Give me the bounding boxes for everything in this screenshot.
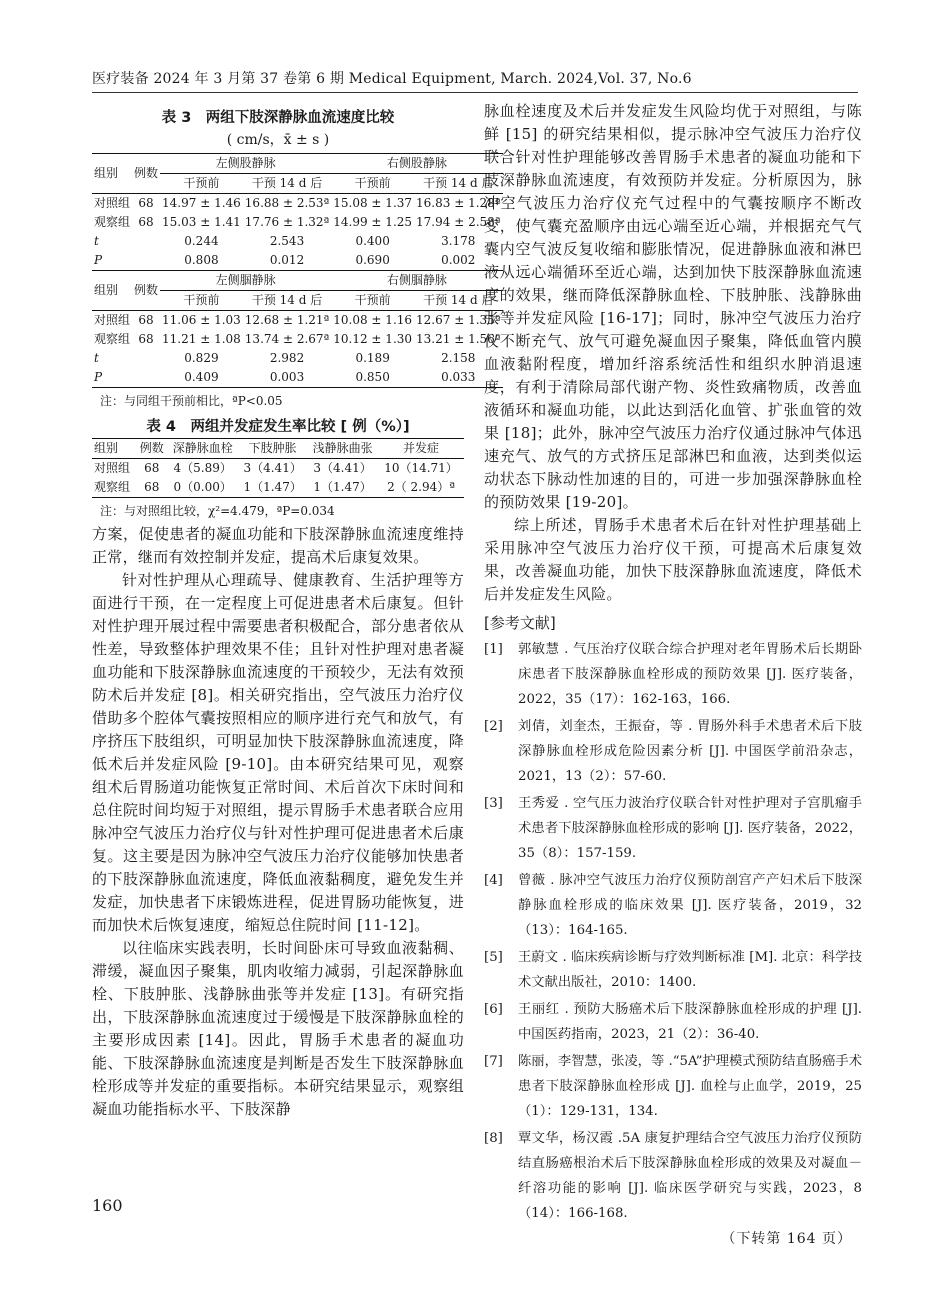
table3-unit: ( cm/s，x̄ ± s ) [226, 132, 330, 148]
table-cell: 0.829 [184, 351, 219, 365]
column-header: 浅静脉曲张 [307, 439, 378, 459]
reference-number: [7] [484, 1054, 503, 1069]
table-cell: 13.21 ± 1.56ª [416, 332, 501, 346]
table-row [92, 232, 503, 251]
table-cell: 2.982 [269, 351, 305, 365]
left-paragraph-3: 以往临床实践表明，长时间卧床可导致血液黏稠、滞缓，凝血因子聚集，肌肉收缩力减弱，引起深静脉血栓、下肢肿胀、浅静脉曲张等并发症 [13]。有研究指出，下肢深静脉血流速度过于缓慢是下肢深静脉血栓的主要形成因素 [14]。因此，胃肠手术患者的凝血功能、下肢深静脉血流速度是判断是否发生下肢深静脉血栓形成等并发症的重要指标。本研究结果显示，观察组凝血功能指标水平、下肢深静 [92, 939, 464, 1118]
table3-header-row [92, 154, 503, 174]
table-cell: 14.99 ± 1.25 [333, 215, 413, 229]
header-rule [92, 92, 858, 93]
references-heading: [参考文献] [484, 614, 556, 632]
column-group-header: 左侧腘静脉 [160, 271, 331, 291]
table-cell: 3（4.41） [243, 461, 302, 475]
table-cell: 3（4.41） [313, 461, 372, 475]
table-cell: 对照组 [92, 194, 132, 214]
table-cell: 对照组 [92, 311, 132, 331]
table-cell: P [92, 368, 132, 388]
column-header: 深静脉血栓 [167, 439, 238, 459]
column-group-header: 左侧股静脉 [160, 154, 331, 174]
table-cell: 16.88 ± 2.53ª [243, 194, 331, 214]
table-row [92, 478, 464, 498]
table-cell [132, 251, 160, 271]
left-paragraph-2: 针对性护理从心理疏导、健康教育、生活护理等方面进行干预，在一定程度上可促进患者术后康复。但针对性护理开展过程中需要患者积极配合，部分患者依从性差，导致整体护理效果不佳；且针对性护理对患者凝血功能和下肢深静脉血流速度的干预较少，无法有效预防术后并发症 [8]。相关研究指出，空气波压力治疗仪借助多个腔体气囊按照相应的顺序进行充气和放气，有序挤压下肢组织，可明显加快下肢深静脉血流速度，降低术后并发症风险 [9-10]。由本研究结果可见，观察组术后胃肠道功能恢复正常时间、术后首次下床时间和总住院时间均短于对照组，提示胃肠手术患者联合应用脉冲空气波压力治疗仪与针对性护理可促进患者术后康复。这主要是因为脉冲空气波压力治疗仪能够加快患者的下肢深静脉血流速度，降低血液黏稠度，避免发生并发症，加快患者下床锻炼进程，促进胃肠功能恢复，进而加快术后恢复速度，缩短总住院时间 [11-12]。 [92, 571, 464, 934]
right-paragraph-1: 脉血栓速度及术后并发症发生风险均优于对照组，与陈鲜 [15] 的研究结果相似，提示脉冲空气波压力治疗仪联合针对性护理能够改善胃肠手术患者的凝血功能和下肢深静脉血流速度，有效预防并发症。分析原因为，脉冲空气波压力治疗仪充气过程中的气囊按顺序不断改变，使气囊充盈顺序由远心端至近心端，并根据充气气囊内空气波反复收缩和膨胀情况，促进静脉血液和淋巴液从远心端循环至近心端，达到加快下肢深静脉血流速度的效果，继而降低深静脉血栓、下肢肿胀、浅静脉曲张等并发症风险 [16-17]；同时，脉冲空气波压力治疗仪不断充气、放气可避免凝血因子聚集，降低血管内膜血液黏附程度，增加纤溶系统活性和组织水肿消退速度，有利于清除局部代谢产物、炎性致痛物质，改善血液循环和凝血功能，以此达到活化血管、扩张血管的效果 [18]；此外，脉冲空气波压力治疗仪通过脉冲气体迅速充气、放气的方式挤压足部淋巴和血液，达到类似运动状态下脉动性加速的目的，可进一步加强深静脉血栓的预防效果 [19-20]。 [484, 102, 862, 511]
table-cell: 14.97 ± 1.46 [160, 194, 243, 214]
table-cell: 1（1.47） [238, 478, 307, 498]
table-cell: 12.67 ± 1.35ª [414, 311, 502, 331]
left-paragraph-1: 方案，促使患者的凝血功能和下肢深静脉血流速度维持正常，继而有效控制并发症，提高术后康复效果。 [92, 525, 464, 566]
reference-item [484, 997, 862, 1047]
table-cell: 0.002 [441, 253, 476, 267]
column-header: 干预前 [160, 291, 243, 311]
column-header: 干预前 [160, 174, 243, 194]
table-cell: 11.06 ± 1.03 [160, 311, 243, 331]
table-cell: 0.409 [160, 368, 243, 388]
table3-header-row [92, 271, 503, 291]
table-cell: 4（5.89） [173, 461, 232, 475]
table-cell: 1（1.47） [307, 478, 378, 498]
table-row [92, 368, 503, 388]
reference-text: 郭敏慧 . 气压治疗仪联合综合护理对老年胃肠术后长期卧床患者下肢深静脉血栓形成的预防效果 [J]. 医疗装备，2022，35（17）：162-163，166. [518, 642, 862, 707]
reference-item [484, 791, 862, 866]
table3 [92, 153, 503, 388]
table-row [92, 349, 503, 368]
table-cell [132, 368, 160, 388]
table-cell: 12.68 ± 1.21ª [243, 311, 331, 331]
table-cell: 0.012 [269, 253, 305, 267]
table-cell: 10.08 ± 1.16 [331, 311, 414, 331]
table3-note: 注：与同组干预前相比，ªP<0.05 [100, 394, 283, 408]
column-header: 例数 [132, 154, 160, 194]
table-cell: 68 [138, 332, 154, 346]
reference-item [484, 1049, 862, 1124]
reference-list [484, 637, 862, 1226]
table-cell: 16.83 ± 1.28ª [414, 194, 502, 214]
right-column [484, 100, 862, 1248]
table-row [92, 330, 503, 349]
column-header: 干预前 [331, 291, 414, 311]
left-column [92, 100, 501, 1121]
reference-text: 覃文华，杨汉霞 .5A 康复护理结合空气波压力治疗仪预防结直肠癌根治术后下肢深静脉血栓形成的效果及对凝血－纤溶功能的影响 [J]. 临床医学研究与实践，2023，8（14）：166-168. [518, 1131, 862, 1221]
table-cell: 0.003 [243, 368, 331, 388]
table-row [92, 311, 503, 331]
table-cell: 0.244 [184, 234, 219, 248]
table-cell: 3.178 [441, 234, 476, 248]
column-header: 干预 14 d 后 [243, 291, 331, 311]
table-row [92, 194, 503, 214]
table-cell: 2（ 2.94）ª [378, 478, 464, 498]
column-header: 组别 [92, 271, 132, 311]
table-cell: 68 [132, 311, 160, 331]
column-header: 干预 14 d 后 [414, 174, 502, 194]
right-paragraph-2: 综上所述，胃肠手术患者术后在针对性护理基础上采用脉冲空气波压力治疗仪干预，可提高术后康复效果，改善凝血功能，加快下肢深静脉血流速度，降低术后并发症发生风险。 [484, 516, 862, 603]
reference-item [484, 945, 862, 995]
column-header: 干预 14 d 后 [243, 174, 331, 194]
journal-header: 医疗装备 2024 年 3 月第 37 卷第 6 期 Medical Equipment, March. 2024,Vol. 37, No.6 [92, 71, 692, 87]
reference-number: [2] [484, 719, 503, 734]
reference-number: [4] [484, 873, 503, 888]
table-cell: t [94, 234, 99, 248]
table-cell: 0.189 [355, 351, 390, 365]
table-cell: 观察组 [94, 332, 131, 346]
table-cell: 68 [138, 215, 154, 229]
reference-number: [6] [484, 1002, 503, 1017]
table-cell: 0.808 [184, 253, 219, 267]
column-header: 干预前 [331, 174, 414, 194]
table4-header-row [92, 439, 464, 459]
reference-text: 王秀爱 . 空气压力波治疗仪联合针对性护理对子宫肌瘤手术患者下肢深静脉血栓形成的影响 [J]. 医疗装备，2022，35（8）：157-159. [518, 796, 862, 861]
reference-item [484, 868, 862, 943]
table-cell: 0.850 [331, 368, 414, 388]
table-cell: 观察组 [92, 478, 136, 498]
table-cell: 0.400 [355, 234, 390, 248]
table4-caption: 表 4 两组并发症发生率比较 [ 例（%）] [146, 419, 410, 435]
table-cell [132, 232, 160, 251]
table-cell: 68 [144, 461, 160, 475]
table-cell [132, 349, 160, 368]
table-cell: 0.033 [414, 368, 502, 388]
table-cell: 68 [132, 194, 160, 214]
table4 [92, 438, 464, 498]
table3-caption: 表 3 两组下肢深静脉血流速度比较 [161, 110, 395, 126]
table-row [92, 459, 464, 479]
continuation-note: （下转第 164 页） [721, 1231, 852, 1247]
table-cell: 2.543 [269, 234, 305, 248]
reference-number: [5] [484, 950, 503, 965]
column-group-header: 右侧腘静脉 [331, 271, 502, 291]
column-header: 下肢肿胀 [238, 439, 307, 459]
table-cell: 10.12 ± 1.30 [333, 332, 413, 346]
table-cell: 对照组 [94, 461, 131, 475]
reference-text: 王丽红 . 预防大肠癌术后下肢深静脉血栓形成的护理 [J]. 中国医药指南，2023，21（2）：36-40. [518, 1002, 862, 1042]
column-header: 例数 [136, 439, 167, 459]
column-header: 组别 [92, 439, 136, 459]
table-cell: 17.76 ± 1.32ª [244, 215, 330, 229]
table-cell: 68 [136, 478, 167, 498]
reference-number: [3] [484, 796, 503, 811]
table-cell: 13.74 ± 2.67ª [244, 332, 330, 346]
column-group-header: 右侧股静脉 [331, 154, 502, 174]
table-cell: 15.08 ± 1.37 [331, 194, 414, 214]
table-cell: 11.21 ± 1.08 [162, 332, 241, 346]
table-cell: 15.03 ± 1.41 [162, 215, 241, 229]
column-header: 干预 14 d 后 [414, 291, 502, 311]
reference-item [484, 714, 862, 789]
table4-note: 注：与对照组比较，χ²=4.479，ªP=0.034 [100, 504, 335, 518]
reference-number: [8] [484, 1131, 503, 1146]
reference-item [484, 637, 862, 712]
reference-text: 王蔚文 . 临床疾病诊断与疗效判断标准 [M]. 北京：科学技术文献出版社，2010：1400. [518, 950, 862, 990]
table-cell: 0（0.00） [167, 478, 238, 498]
column-header: 并发症 [378, 439, 464, 459]
table-cell: t [94, 351, 99, 365]
reference-text: 刘倩，刘奎杰，王振奋，等 . 胃肠外科手术患者术后下肢深静脉血栓形成危险因素分析 [J]. 中国医学前沿杂志，2021，13（2）：57-60. [518, 719, 862, 784]
reference-item [484, 1126, 862, 1226]
table-cell: 观察组 [94, 215, 131, 229]
reference-text: 曾薇 . 脉冲空气波压力治疗仪预防剖宫产产妇术后下肢深静脉血栓形成的临床效果 [J]. 医疗装备，2019，32（13）：164-165. [518, 873, 862, 938]
reference-number: [1] [484, 642, 503, 657]
page-number: 160 [92, 1196, 123, 1215]
column-header: 组别 [92, 154, 132, 194]
table-cell: 0.690 [355, 253, 390, 267]
table-cell: 10（14.71） [384, 461, 458, 475]
table-cell: P [94, 253, 103, 267]
column-header: 例数 [132, 271, 160, 311]
table-cell: 17.94 ± 2.58ª [416, 215, 501, 229]
reference-text: 陈丽，李智慧，张凌，等 .“5A”护理模式预防结直肠癌手术患者下肢深静脉血栓形成 [J]. 血栓与止血学，2019，25（1）：129-131，134. [518, 1054, 862, 1119]
table-row [92, 213, 503, 232]
table-cell: 2.158 [441, 351, 476, 365]
table-row [92, 251, 503, 271]
